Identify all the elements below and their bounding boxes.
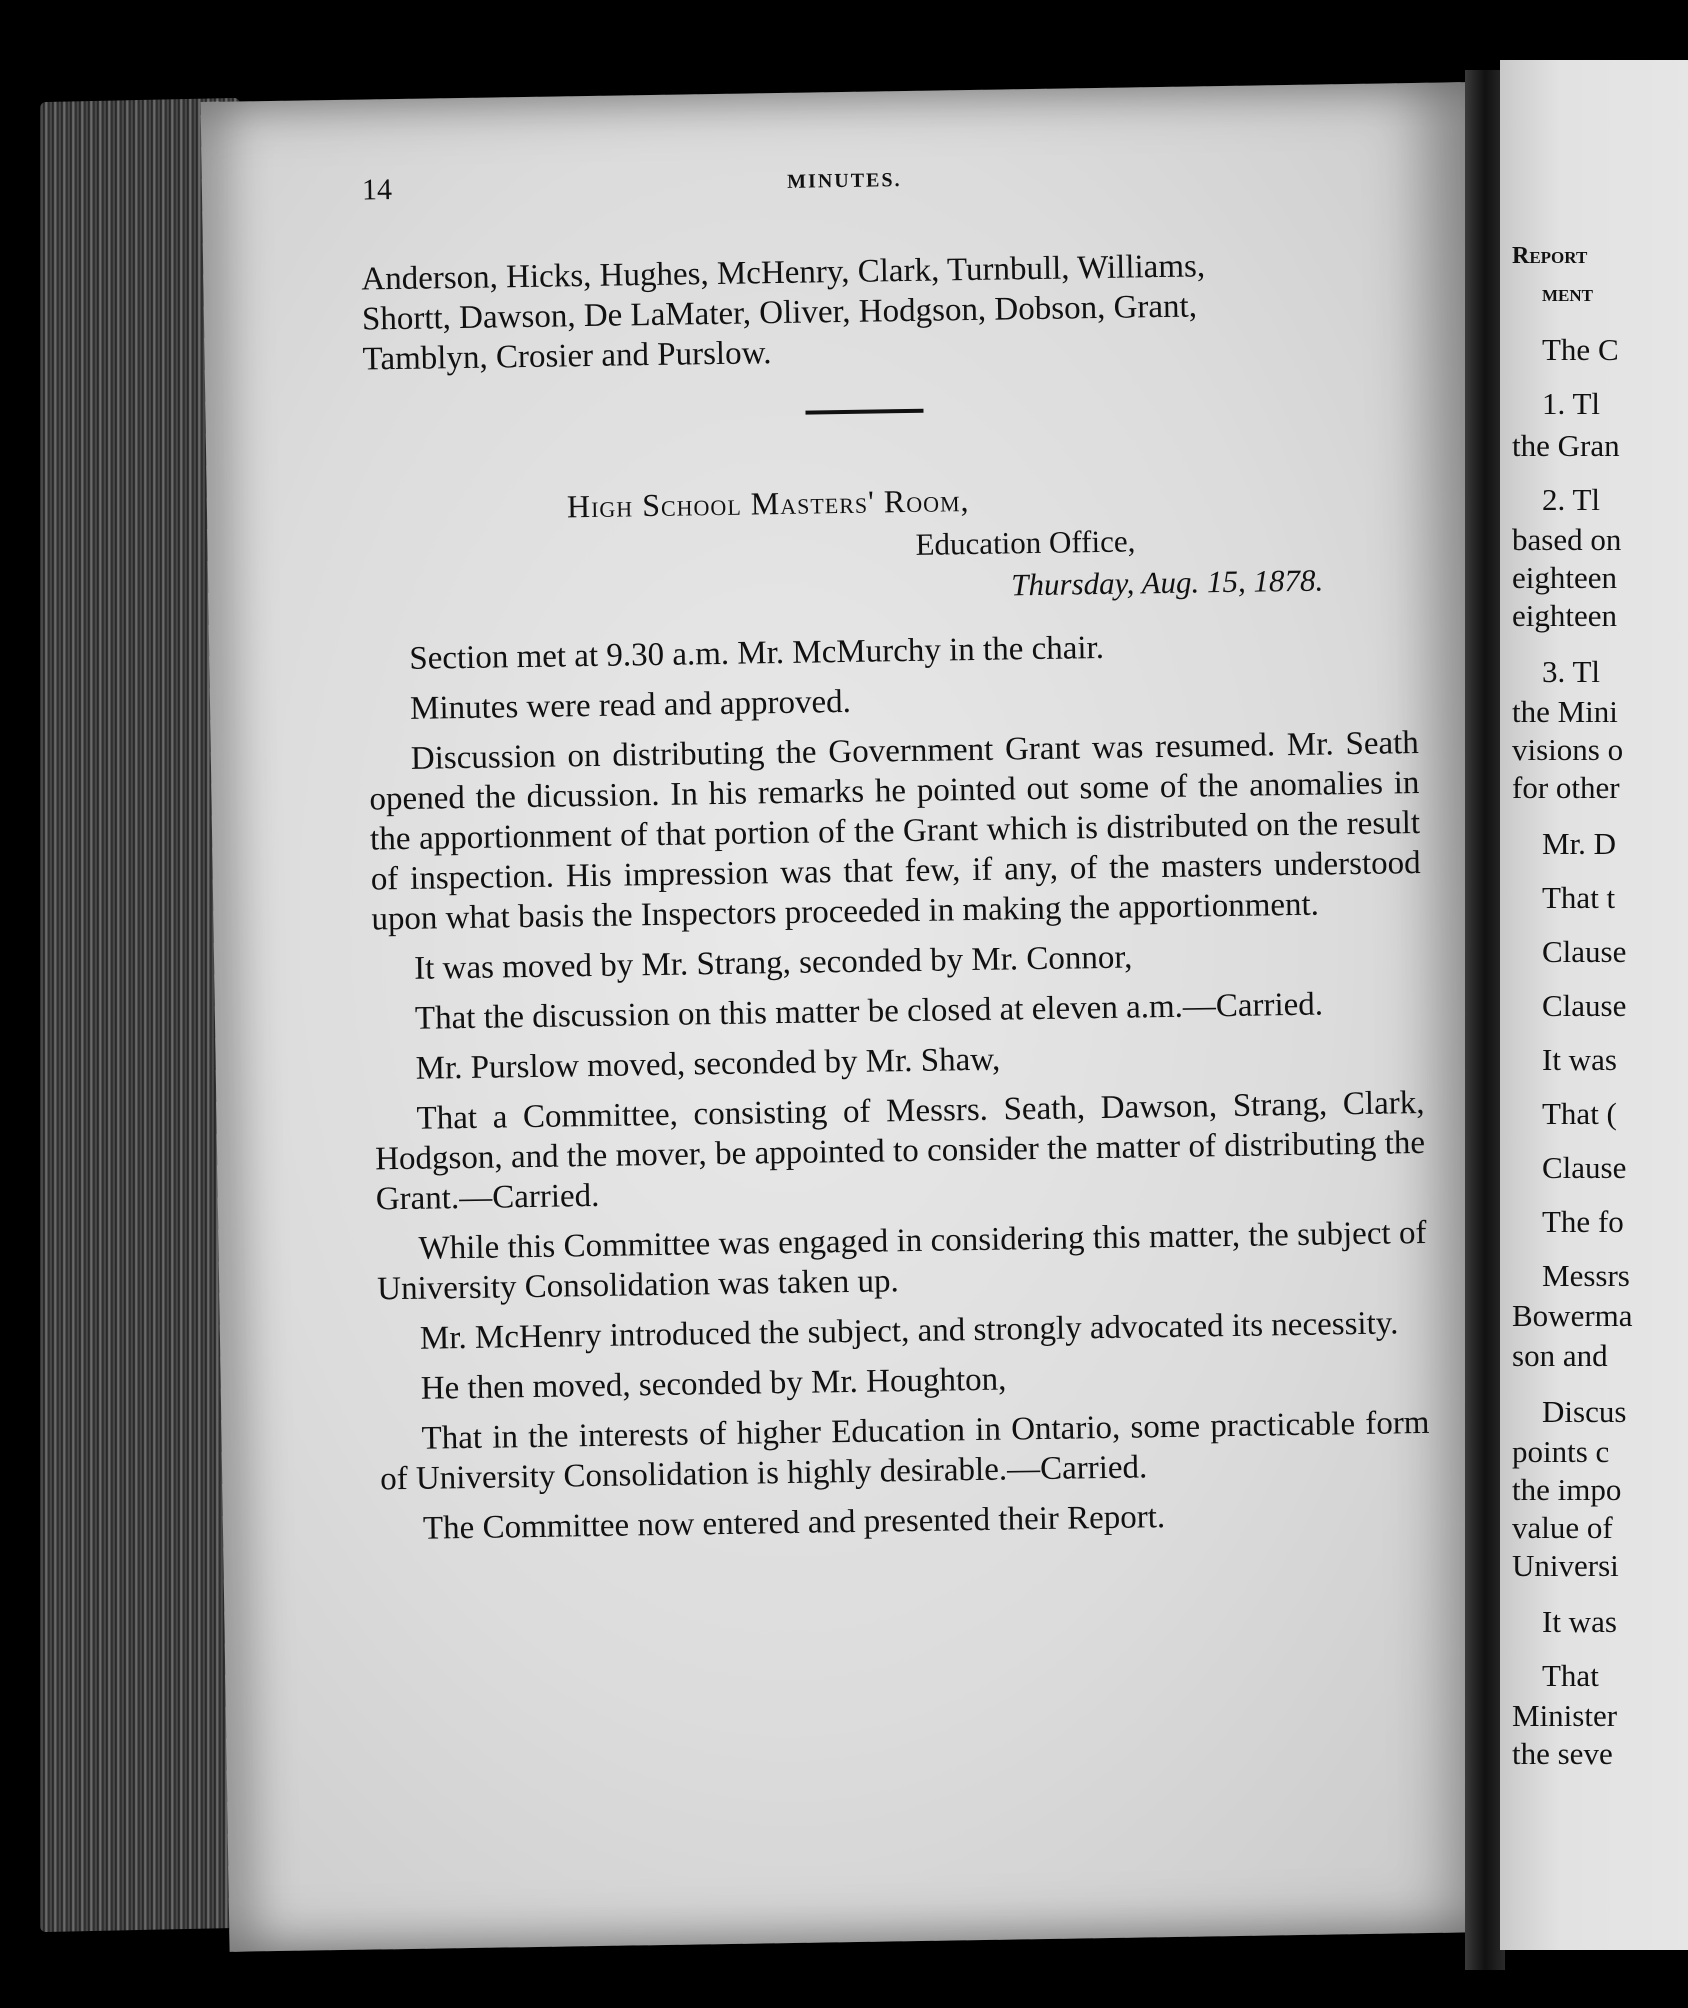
intro-line: Anderson, Hicks, Hughes, McHenry, Clark, Turnbull, Williams, [361, 248, 1206, 298]
right-line: Discus [1542, 1394, 1627, 1429]
right-line: It was [1542, 1604, 1617, 1639]
right-line: The fo [1542, 1204, 1624, 1239]
right-line: Minister [1512, 1698, 1618, 1733]
running-head-title: MINUTES. [787, 169, 902, 193]
right-line: based on [1512, 522, 1622, 557]
right-line: Universi [1512, 1548, 1619, 1583]
right-line: ment [1542, 281, 1593, 307]
right-line: It was [1542, 1042, 1617, 1077]
right-line: 2. Tl [1542, 482, 1600, 517]
right-line: Mr. D [1542, 826, 1617, 861]
book-gutter [1465, 70, 1505, 1970]
paragraph: Mr. Purslow moved, seconded by Mr. Shaw, [415, 1041, 1001, 1087]
right-line: Clause [1542, 934, 1627, 969]
right-line: points c [1512, 1434, 1610, 1469]
minutes-body [367, 623, 1431, 1559]
right-line: Report [1512, 243, 1588, 269]
running-head [362, 158, 1328, 213]
right-line: the seve [1512, 1736, 1613, 1771]
right-line: son and [1512, 1338, 1608, 1373]
right-line: That ( [1542, 1096, 1617, 1131]
right-line: Bowerma [1512, 1298, 1633, 1333]
intro-line: Tamblyn, Crosier and Purslow. [362, 335, 772, 378]
paragraph: It was moved by Mr. Strang, seconded by Mr. Connor, [413, 939, 1133, 987]
right-line: Clause [1542, 988, 1627, 1023]
paragraph: Minutes were read and approved. [409, 683, 852, 727]
right-line: That [1542, 1658, 1599, 1693]
right-line: The C [1542, 332, 1619, 367]
right-line: the Gran [1512, 428, 1620, 463]
left-page [201, 82, 1495, 1952]
right-line: 1. Tl [1542, 386, 1600, 421]
paragraph: That the discussion on this matter be closed at eleven a.m.—Carried. [414, 986, 1324, 1037]
paragraph: Discussion on distributing the Government Grant was resumed. Mr. Seath opened the dicussion. In his remarks he pointed out some of the anomalies in the apportionment of that portion of the Grant which is distributed on the result of inspection. His impression was that few, if any, of the masters understood upon what basis the Inspectors proceeded in making the apportionment. [369, 724, 1421, 938]
intro-names [361, 243, 1413, 379]
paragraph: The Committee now entered and presented their Report. [422, 1499, 1166, 1547]
right-line: the impo [1512, 1472, 1622, 1507]
right-page [1500, 60, 1688, 1950]
right-line: for other [1512, 770, 1620, 805]
right-line: visions o [1512, 732, 1624, 767]
right-line: eighteen [1512, 560, 1618, 595]
heading-room: High School Masters' Room, [566, 482, 970, 525]
right-line: the Mini [1512, 694, 1618, 729]
paragraph: While this Committee was engaged in considering this matter, the subject of University Consolidation was taken up. [376, 1214, 1427, 1308]
page-number: 14 [361, 173, 393, 207]
right-line: 3. Tl [1542, 654, 1600, 689]
right-line: Messrs [1542, 1258, 1630, 1293]
paragraph: Mr. McHenry introduced the subject, and strongly advocated its necessity. [419, 1305, 1399, 1357]
heading-date: Thursday, Aug. 15, 1878. [1010, 562, 1324, 603]
paragraph: He then moved, seconded by Mr. Houghton, [420, 1361, 1007, 1407]
paragraph: That a Committee, consisting of Messrs. Seath, Dawson, Strang, Clark, Hodgson, and the mover, be appointed to consider the matter of distributing the Grant.—Carried. [374, 1084, 1426, 1218]
section-divider [805, 409, 923, 415]
right-line: eighteen [1512, 598, 1618, 633]
right-line: Clause [1542, 1150, 1627, 1185]
right-line: That t [1542, 880, 1616, 915]
paragraph: Section met at 9.30 a.m. Mr. McMurchy in the chair. [409, 629, 1105, 677]
intro-line: Shortt, Dawson, De LaMater, Oliver, Hodgson, Dobson, Grant, [361, 288, 1198, 338]
right-line: value of [1512, 1510, 1613, 1545]
heading-office: Education Office, [915, 523, 1136, 562]
paragraph: That in the interests of higher Education in Ontario, some practicable form of University Consolidation is highly desirable.—Carried. [379, 1404, 1430, 1498]
